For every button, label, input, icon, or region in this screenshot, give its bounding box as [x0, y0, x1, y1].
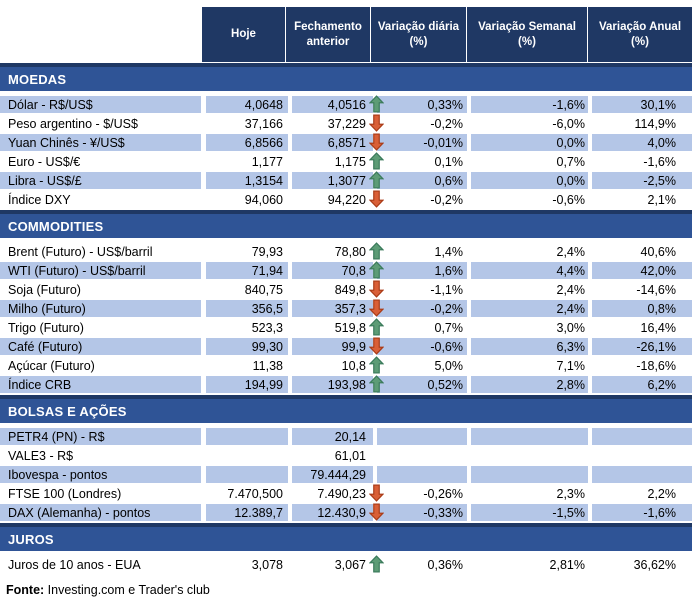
cell-variacao-diaria: [377, 115, 467, 132]
cell-variacao-semanal: [471, 262, 588, 279]
cell-fechamento-anterior: [292, 319, 373, 336]
row-label: [0, 376, 201, 393]
cell-variacao-diaria: [377, 556, 467, 573]
cell-variacao-semanal-value: 4,4%: [556, 263, 585, 278]
cell-variacao-diaria-value: -0,2%: [430, 192, 463, 207]
up-arrow-icon: [369, 242, 384, 260]
cell-hoje-value: 94,060: [244, 192, 283, 207]
cell-fechamento-anterior-value: 1,175: [334, 154, 366, 169]
cell-variacao-diaria-value: -0,33%: [423, 505, 463, 520]
cell-hoje: [206, 281, 288, 298]
table-row: [0, 172, 692, 189]
row-label-value: Índice CRB: [8, 377, 72, 392]
section-header-bolsas-e-acoes: [0, 395, 692, 423]
table-row: [0, 243, 692, 260]
cell-fechamento-anterior-value: 193,98: [327, 377, 366, 392]
section-title: BOLSAS E AÇÕES: [8, 403, 127, 419]
cell-variacao-semanal: [471, 485, 588, 502]
cell-variacao-diaria: [377, 319, 467, 336]
cell-fechamento-anterior: [292, 115, 373, 132]
cell-fechamento-anterior: [292, 96, 373, 113]
cell-hoje-value: 840,75: [244, 282, 283, 297]
row-label: [0, 115, 201, 132]
table-row: [0, 262, 692, 279]
table-row: [0, 96, 692, 113]
row-label-value: Trigo (Futuro): [8, 320, 84, 335]
cell-variacao-diaria-value: 5,0%: [434, 358, 463, 373]
section-title: COMMODITIES: [8, 218, 104, 234]
cell-hoje-value: 1,177: [251, 154, 283, 169]
table-row: [0, 504, 692, 521]
row-label: [0, 134, 201, 151]
cell-variacao-anual: [592, 115, 692, 132]
row-label-value: Peso argentino - $/US$: [8, 116, 138, 131]
cell-variacao-diaria-value: -0,2%: [430, 116, 463, 131]
down-arrow-icon: [369, 337, 384, 355]
row-label: [0, 281, 201, 298]
cell-variacao-anual: [592, 153, 692, 170]
row-label-value: Café (Futuro): [8, 339, 83, 354]
cell-fechamento-anterior: [292, 466, 373, 483]
cell-variacao-diaria-value: -1,1%: [430, 282, 463, 297]
cell-variacao-anual-value: -1,6%: [643, 505, 676, 520]
cell-variacao-diaria: [377, 134, 467, 151]
up-arrow-icon: [369, 95, 384, 113]
cell-variacao-diaria: [377, 428, 467, 445]
cell-variacao-anual-value: -1,6%: [643, 154, 676, 169]
cell-hoje-value: 4,0648: [244, 97, 283, 112]
cell-fechamento-anterior: [292, 556, 373, 573]
cell-hoje: [206, 556, 288, 573]
cell-hoje: [206, 357, 288, 374]
cell-hoje-value: 356,5: [251, 301, 283, 316]
cell-hoje-value: 37,166: [244, 116, 283, 131]
cell-variacao-semanal: [471, 357, 588, 374]
cell-variacao-semanal-value: 2,3%: [556, 486, 585, 501]
cell-fechamento-anterior: [292, 447, 373, 464]
cell-variacao-anual-value: -26,1%: [636, 339, 676, 354]
cell-hoje-value: 7.470,500: [227, 486, 283, 501]
cell-fechamento-anterior-value: 70,8: [341, 263, 366, 278]
cell-variacao-diaria-value: 0,6%: [434, 173, 463, 188]
cell-variacao-semanal-value: 2,4%: [556, 301, 585, 316]
cell-hoje-value: 11,38: [252, 358, 283, 373]
cell-variacao-semanal: [471, 466, 588, 483]
row-label-value: Índice DXY: [8, 192, 71, 207]
cell-fechamento-anterior-value: 99,9: [341, 339, 366, 354]
cell-variacao-diaria: [377, 153, 467, 170]
cell-variacao-diaria: [377, 262, 467, 279]
cell-hoje: [206, 172, 288, 189]
row-label: [0, 447, 201, 464]
cell-variacao-anual: [592, 134, 692, 151]
cell-variacao-semanal-value: -1,6%: [552, 97, 585, 112]
source-text: Investing.com e Trader's club: [44, 583, 210, 597]
row-label-value: Açúcar (Futuro): [8, 358, 95, 373]
cell-variacao-semanal: [471, 556, 588, 573]
cell-hoje-value: 1,3154: [244, 173, 283, 188]
cell-fechamento-anterior: [292, 134, 373, 151]
cell-variacao-anual-value: -14,6%: [636, 282, 676, 297]
table-row: [0, 485, 692, 502]
cell-variacao-anual-value: 42,0%: [640, 263, 676, 278]
cell-variacao-semanal-value: 6,3%: [556, 339, 585, 354]
up-arrow-icon: [369, 356, 384, 374]
table-row: [0, 338, 692, 355]
cell-variacao-semanal-value: 3,0%: [556, 320, 585, 335]
down-arrow-icon: [369, 114, 384, 132]
cell-variacao-anual-value: 2,2%: [647, 486, 676, 501]
down-arrow-icon: [369, 299, 384, 317]
cell-variacao-semanal: [471, 115, 588, 132]
table-row: [0, 466, 692, 483]
cell-variacao-anual-value: 4,0%: [647, 135, 676, 150]
cell-variacao-semanal-value: 2,81%: [549, 557, 585, 572]
down-arrow-icon: [369, 484, 384, 502]
cell-variacao-semanal: [471, 338, 588, 355]
cell-variacao-anual-value: 40,6%: [640, 244, 676, 259]
table-row: [0, 300, 692, 317]
cell-hoje: [206, 96, 288, 113]
cell-fechamento-anterior-value: 37,229: [327, 116, 366, 131]
cell-fechamento-anterior-value: 94,220: [327, 192, 366, 207]
cell-variacao-semanal: [471, 191, 588, 208]
row-label: [0, 485, 201, 502]
cell-fechamento-anterior: [292, 153, 373, 170]
row-label-value: DAX (Alemanha) - pontos: [8, 505, 151, 520]
row-label: [0, 556, 201, 573]
cell-variacao-anual-value: 2,1%: [647, 192, 676, 207]
cell-variacao-semanal-value: 0,0%: [556, 135, 585, 150]
source-note: [6, 583, 692, 597]
cell-fechamento-anterior-value: 1,3077: [327, 173, 366, 188]
table-row: [0, 281, 692, 298]
cell-variacao-semanal: [471, 153, 588, 170]
cell-variacao-anual: [592, 243, 692, 260]
cell-hoje-value: 3,078: [251, 557, 283, 572]
cell-fechamento-anterior: [292, 172, 373, 189]
table-row: [0, 115, 692, 132]
cell-fechamento-anterior-value: 61,01: [334, 448, 366, 463]
cell-fechamento-anterior: [292, 428, 373, 445]
cell-variacao-semanal-value: 2,4%: [556, 282, 585, 297]
cell-variacao-diaria: [377, 357, 467, 374]
cell-hoje-value: 71,94: [251, 263, 283, 278]
cell-variacao-diaria: [377, 172, 467, 189]
table-row: [0, 319, 692, 336]
row-label-value: FTSE 100 (Londres): [8, 486, 122, 501]
cell-hoje: [206, 153, 288, 170]
cell-variacao-diaria: [377, 485, 467, 502]
cell-variacao-anual: [592, 338, 692, 355]
source-label: Fonte:: [6, 583, 45, 597]
cell-variacao-diaria: [377, 338, 467, 355]
cell-variacao-diaria-value: 1,4%: [434, 244, 463, 259]
cell-variacao-diaria: [377, 466, 467, 483]
cell-variacao-diaria-value: -0,6%: [430, 339, 463, 354]
row-label: [0, 319, 201, 336]
cell-variacao-anual: [592, 466, 692, 483]
cell-variacao-diaria-value: 0,33%: [427, 97, 463, 112]
cell-hoje: [206, 338, 288, 355]
cell-hoje-value: 99,30: [251, 339, 283, 354]
cell-variacao-semanal: [471, 281, 588, 298]
row-label: [0, 262, 201, 279]
cell-hoje-value: 12.389,7: [234, 505, 283, 520]
cell-hoje: [206, 504, 288, 521]
cell-hoje: [206, 466, 288, 483]
cell-variacao-semanal: [471, 319, 588, 336]
cell-variacao-diaria: [377, 191, 467, 208]
cell-variacao-semanal-value: 0,0%: [556, 173, 585, 188]
cell-variacao-semanal-value: -1,5%: [552, 505, 585, 520]
cell-variacao-anual: [592, 447, 692, 464]
cell-variacao-anual: [592, 357, 692, 374]
table-row: [0, 376, 692, 393]
down-arrow-icon: [369, 133, 384, 151]
row-label: [0, 357, 201, 374]
row-label: [0, 338, 201, 355]
cell-hoje: [206, 262, 288, 279]
cell-variacao-diaria: [377, 504, 467, 521]
cell-variacao-anual: [592, 376, 692, 393]
cell-variacao-anual: [592, 300, 692, 317]
cell-fechamento-anterior: [292, 281, 373, 298]
row-label: [0, 191, 201, 208]
section-header-commodities: [0, 210, 692, 238]
row-label-value: PETR4 (PN) - R$: [8, 429, 105, 444]
row-label: [0, 300, 201, 317]
cell-hoje: [206, 485, 288, 502]
cell-fechamento-anterior: [292, 485, 373, 502]
cell-variacao-diaria-value: 0,7%: [434, 320, 463, 335]
cell-variacao-diaria: [377, 447, 467, 464]
cell-variacao-semanal-value: 2,4%: [556, 244, 585, 259]
cell-variacao-diaria: [377, 376, 467, 393]
cell-variacao-semanal-value: 7,1%: [556, 358, 585, 373]
cell-variacao-diaria: [377, 243, 467, 260]
cell-fechamento-anterior-value: 6,8571: [327, 135, 366, 150]
row-label-value: Dólar - R$/US$: [8, 97, 93, 112]
cell-fechamento-anterior: [292, 243, 373, 260]
row-label: [0, 96, 201, 113]
cell-hoje-value: 79,93: [251, 244, 283, 259]
cell-variacao-diaria-value: 1,6%: [434, 263, 463, 278]
row-label: [0, 466, 201, 483]
row-label-value: Brent (Futuro) - US$/barril: [8, 244, 153, 259]
cell-variacao-semanal: [471, 428, 588, 445]
section-title: MOEDAS: [8, 71, 67, 87]
cell-fechamento-anterior: [292, 262, 373, 279]
table-row: [0, 153, 692, 170]
cell-hoje-value: 523,3: [251, 320, 283, 335]
row-label-value: Milho (Futuro): [8, 301, 86, 316]
table-row: [0, 447, 692, 464]
cell-variacao-diaria-value: -0,2%: [430, 301, 463, 316]
row-label: [0, 153, 201, 170]
up-arrow-icon: [369, 318, 384, 336]
cell-variacao-diaria-value: 0,52%: [427, 377, 463, 392]
cell-variacao-anual: [592, 172, 692, 189]
cell-variacao-anual: [592, 281, 692, 298]
cell-variacao-diaria: [377, 96, 467, 113]
cell-fechamento-anterior: [292, 191, 373, 208]
down-arrow-icon: [369, 503, 384, 521]
section-title: JUROS: [8, 531, 54, 547]
cell-variacao-anual: [592, 485, 692, 502]
cell-variacao-anual-value: 6,2%: [647, 377, 676, 392]
cell-hoje: [206, 447, 288, 464]
row-label-value: Euro - US$/€: [8, 154, 81, 169]
cell-hoje-value: 194,99: [244, 377, 283, 392]
row-label-value: Juros de 10 anos - EUA: [8, 557, 141, 572]
cell-variacao-anual-value: 16,4%: [640, 320, 676, 335]
cell-hoje: [206, 191, 288, 208]
row-label: [0, 243, 201, 260]
cell-variacao-anual-value: 0,8%: [647, 301, 676, 316]
cell-fechamento-anterior: [292, 504, 373, 521]
row-label-value: WTI (Futuro) - US$/barril: [8, 263, 146, 278]
cell-variacao-anual-value: -2,5%: [643, 173, 676, 188]
row-label: [0, 428, 201, 445]
column-header-variacao-diaria: Variação diária (%): [371, 7, 466, 62]
up-arrow-icon: [369, 152, 384, 170]
cell-hoje-value: 6,8566: [244, 135, 283, 150]
up-arrow-icon: [369, 261, 384, 279]
down-arrow-icon: [369, 190, 384, 208]
cell-variacao-semanal-value: -6,0%: [552, 116, 585, 131]
cell-variacao-diaria-value: -0,01%: [423, 135, 463, 150]
cell-variacao-anual: [592, 504, 692, 521]
cell-variacao-anual: [592, 96, 692, 113]
cell-variacao-semanal: [471, 376, 588, 393]
column-header-variacao-semanal: Variação Semanal (%): [467, 7, 587, 62]
cell-variacao-diaria-value: -0,26%: [423, 486, 463, 501]
column-header-variacao-anual: Variação Anual (%): [588, 7, 692, 62]
cell-hoje: [206, 134, 288, 151]
cell-variacao-diaria-value: 0,1%: [434, 154, 463, 169]
cell-hoje: [206, 428, 288, 445]
table-row: [0, 357, 692, 374]
cell-hoje: [206, 243, 288, 260]
cell-variacao-diaria: [377, 300, 467, 317]
cell-fechamento-anterior: [292, 300, 373, 317]
cell-variacao-anual-value: 30,1%: [640, 97, 676, 112]
cell-variacao-anual-value: 114,9%: [634, 116, 676, 131]
cell-variacao-anual: [592, 319, 692, 336]
cell-variacao-semanal: [471, 300, 588, 317]
cell-fechamento-anterior-value: 10,8: [341, 358, 366, 373]
cell-fechamento-anterior-value: 3,067: [334, 557, 366, 572]
cell-hoje: [206, 300, 288, 317]
row-label-value: Soja (Futuro): [8, 282, 81, 297]
cell-fechamento-anterior: [292, 338, 373, 355]
table-row: [0, 191, 692, 208]
column-header-hoje: Hoje: [202, 7, 285, 62]
cell-variacao-anual: [592, 191, 692, 208]
row-label-value: Libra - US$/£: [8, 173, 82, 188]
cell-variacao-semanal: [471, 243, 588, 260]
row-label-value: Yuan Chinês - ¥/US$: [8, 135, 125, 150]
row-label: [0, 172, 201, 189]
cell-variacao-semanal: [471, 96, 588, 113]
column-header-row: [202, 7, 692, 62]
cell-variacao-anual: [592, 262, 692, 279]
table-body: [0, 63, 692, 573]
cell-variacao-semanal: [471, 447, 588, 464]
cell-fechamento-anterior-value: 357,3: [334, 301, 366, 316]
cell-variacao-semanal-value: -0,6%: [552, 192, 585, 207]
cell-fechamento-anterior-value: 78,80: [334, 244, 366, 259]
cell-variacao-semanal-value: 0,7%: [556, 154, 585, 169]
up-arrow-icon: [369, 171, 384, 189]
cell-fechamento-anterior-value: 849,8: [334, 282, 366, 297]
cell-variacao-diaria: [377, 281, 467, 298]
cell-fechamento-anterior: [292, 357, 373, 374]
cell-variacao-anual: [592, 428, 692, 445]
table-row: [0, 556, 692, 573]
cell-hoje: [206, 319, 288, 336]
cell-hoje: [206, 376, 288, 393]
section-header-juros: [0, 523, 692, 551]
row-label-value: Ibovespa - pontos: [8, 467, 108, 482]
cell-variacao-anual-value: 36,62%: [633, 557, 676, 572]
row-label: [0, 504, 201, 521]
table-row: [0, 428, 692, 445]
cell-variacao-semanal: [471, 134, 588, 151]
cell-variacao-anual: [592, 556, 692, 573]
cell-hoje: [206, 115, 288, 132]
table-row: [0, 134, 692, 151]
cell-fechamento-anterior-value: 20,14: [334, 429, 366, 444]
cell-fechamento-anterior: [292, 376, 373, 393]
cell-variacao-semanal: [471, 172, 588, 189]
cell-variacao-semanal-value: 2,8%: [556, 377, 585, 392]
column-header-fechamento-anterior: Fechamento anterior: [286, 7, 370, 62]
up-arrow-icon: [369, 555, 384, 573]
cell-variacao-semanal: [471, 504, 588, 521]
down-arrow-icon: [369, 280, 384, 298]
cell-variacao-diaria-value: 0,36%: [427, 557, 463, 572]
cell-fechamento-anterior-value: 12.430,9: [317, 505, 366, 520]
section-header-moedas: [0, 63, 692, 91]
cell-fechamento-anterior-value: 4,0516: [327, 97, 366, 112]
cell-fechamento-anterior-value: 519,8: [334, 320, 366, 335]
row-label-value: VALE3 - R$: [8, 448, 74, 463]
cell-variacao-anual-value: -18,6%: [636, 358, 676, 373]
up-arrow-icon: [369, 375, 384, 393]
cell-fechamento-anterior-value: 79.444,29: [310, 467, 366, 482]
cell-fechamento-anterior-value: 7.490,23: [317, 486, 366, 501]
